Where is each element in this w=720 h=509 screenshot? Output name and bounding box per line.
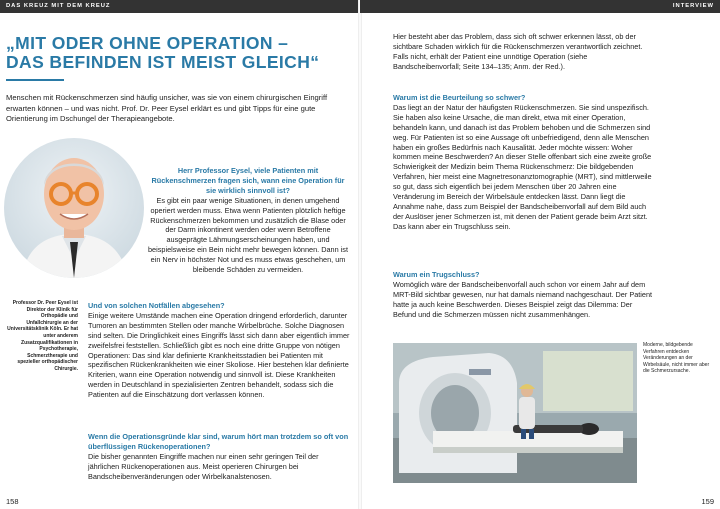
continued-paragraph: Hier besteht aber das Problem, dass sich oft schwer erkennen lässt, ob der sichtbare Schaden wirklich für die Rückenschmerzen verantwortlich zeichnet. Falls nicht, erhält der Patient eine unnötige Operation (siehe Bandscheibenvorfall; Seite 134–135; Anm. der Red.). [393, 32, 643, 71]
answer-block-1 [148, 166, 348, 275]
mri-scanner-photo [393, 343, 637, 483]
portrait-caption: Professor Dr. Peer Eysel ist Direktor der Klinik für Orthopädie und Unfallchirurgie an der Universitätsklinik Köln. Er hat unter anderem Zusatzqualifikationen in Psychotherapie, Schmerztherapie und spezieller orthopädischer Chirurgie. [7, 300, 78, 372]
portrait-photo [4, 138, 144, 278]
answer-4: Das liegt an der Natur der häufigsten Rückenschmerzen. Sie sind unspezifisch. Sie haben also keine Ursache, die man direkt, etwa mit einer Operation, behandeln kann, und danach ist das Problem behoben und die Schmerzen sind weg. Für Patienten ist so eine Aussage oft unbefriedigend, denn alle Menschen haben ein großes Bedürfnis nach Kausalität. Jeder möchte wissen: Woher kommen meine Beschwerden? An dieser Stelle offenbart sich eine zweite große Schwierigkeit der Medizin beim Thema Rückenschmerz: Die bildgebenden Verfahren, hier meist eine Magnetresonanztomographie (MRT), sind mittlerweile so gut, dass sich eigentlich bei jedem Menschen über 20 Jahren eine Veränderung im Bereich der Wirbelsäule entdecken lässt. Dann liegt die Annahme nahe, dass zum Beispiel der Bandscheibenvorfall auf dem Bild auch der Auslöser jener Schmerzen ist, mit denen der Patient gerade beim Arzt sitzt. Das kann aber ein Trugschluss sein. [393, 102, 652, 231]
answer-1: Es gibt ein paar wenige Situationen, in denen umgehend operiert werden muss. Etwa wenn Patienten plötzlich heftige Rückenschmerzen bekommen und zusätzlich die Blase oder der Darm inkontinent werden oder wenn Betroffene ausgeprägte Lähmungserscheinungen haben, und beispielsweise ein Bein nicht mehr bewegen können. Dann ist ein Nerv in höchster Not und es muss etwas geschehen, um bleibende Schäden zu vermeiden. [148, 195, 348, 275]
answer-2: Einige weitere Umstände machen eine Operation dringend erforderlich, darunter Tumoren an bestimmten Stellen oder manche Wirbelbrüche. Solche Diagnosen sind selten. Die Dringlichkeit eines Eingriffs lässt sich dann aber eigentlich immer zweifelsfrei feststellen. Schließlich gibt es noch eine dritte Gruppe von nötigen Operationen: Das sind klar definierte Krankheitsstadien bei Patienten mit spezifischen Rückenkrankheiten wie einer Skoliose. Hier bestehen klar definierte Kriterien, wann eine Operation notwendig und sinnvoll ist. Diese Krankheiten werden in Deutschland in spezialisierten Zentren behandelt, sodass sich die Patienten auf die Einschätzung dort verlassen können. [88, 310, 350, 400]
question-3: Wenn die Operationsgründe klar sind, warum hört man trotzdem so oft von überflüssigen Rückenoperationen? [88, 432, 349, 451]
answer-block-3 [88, 432, 350, 482]
title-line-2: DAS BEFINDEN IST MEIST GLEICH“ [6, 52, 320, 72]
section-header: DAS KREUZ MIT DEM KREUZ [0, 0, 360, 13]
title-line-1: „MIT ODER OHNE OPERATION – [6, 33, 289, 53]
page-number-right: 159 [701, 497, 714, 506]
question-1: Herr Professor Eysel, viele Patienten mit Rückenschmerzen fragen sich, wann eine Operation für sie wirklich sinnvoll ist? [151, 166, 345, 195]
lead-paragraph: Menschen mit Rückenschmerzen sind häufig unsicher, was sie von einem chirurgischen Eingriff erwarten können – und was nicht. Prof. Dr. Peer Eysel erklärt es und gibt Tipps für eine gute Orientierung im Dschungel der Therapieangebote. [6, 93, 328, 124]
question-2: Und von solchen Notfällen abgesehen? [88, 301, 225, 310]
article-title [6, 34, 346, 72]
title-underline [6, 79, 64, 81]
question-4: Warum ist die Beurteilung so schwer? [393, 93, 526, 102]
answer-3: Die bisher genannten Eingriffe machen nur einen sehr geringen Teil der jährlichen Rückenoperationen aus. Meist operieren Chirurgen bei Bandscheibenveränderungen oder Wirbelkanalstenosen. [88, 451, 319, 481]
answer-5: Womöglich wäre der Bandscheibenvorfall auch schon vor einem Jahr auf dem MRT-Bild sichtbar gewesen, nur hat damals niemand nachgeschaut. Der Patient hatte ja auch keine Beschwerden. Dieses Beispiel zeigt das Dilemma: Der Befund und die Schmerzen müssen nicht zusammenhängen. [393, 279, 653, 319]
answer-block-4 [393, 93, 655, 232]
question-5: Warum ein Trugschluss? [393, 270, 480, 279]
page-number-left: 158 [6, 497, 19, 506]
photo-caption: Moderne, bildgebende Verfahren entdecken Veränderungen an der Wirbelsäule, nicht immer aber die Schmerzursache. [643, 342, 710, 375]
section-header-right: INTERVIEW [360, 0, 720, 13]
right-page [360, 0, 720, 509]
answer-block-2 [88, 301, 350, 400]
answer-block-5 [393, 270, 655, 320]
